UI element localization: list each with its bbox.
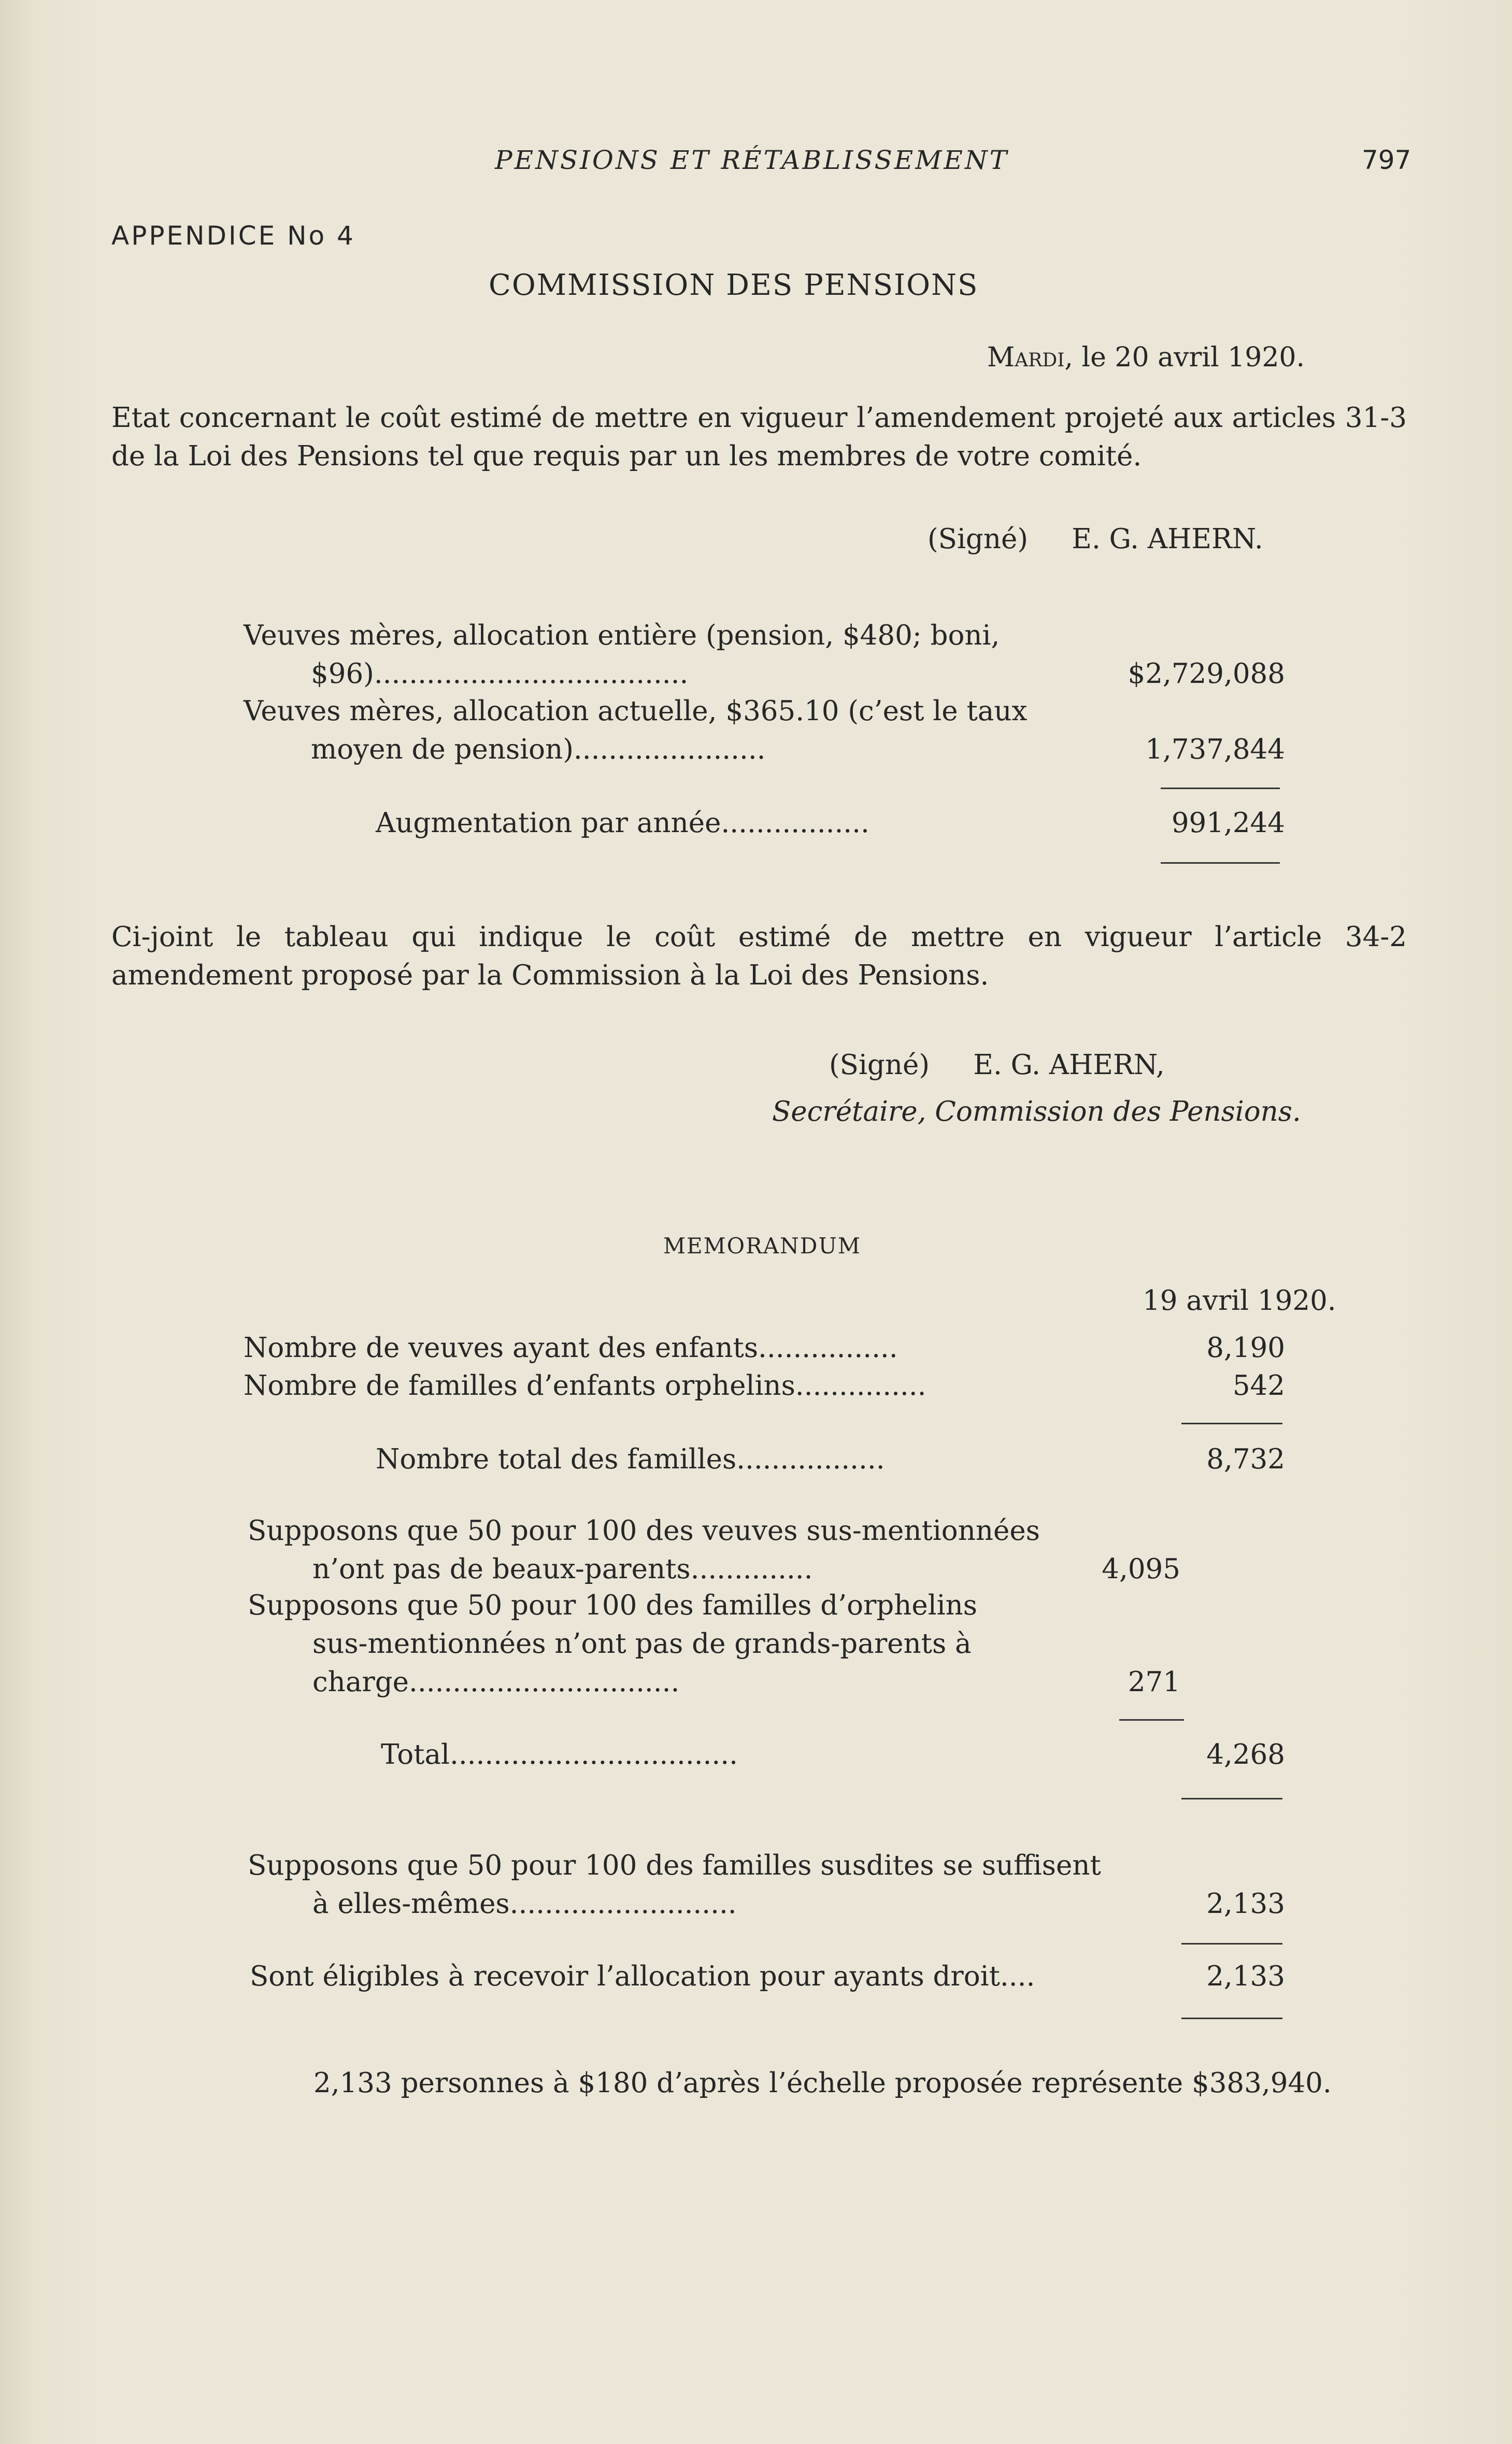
cost-total-label: Augmentation par année................. <box>376 807 869 839</box>
memorandum-heading: MEMORANDUM <box>663 1233 861 1259</box>
sum-rule <box>1181 1943 1282 1945</box>
memo-self-sufficient-line1: Supposons que 50 pour 100 des familles susdites se suffisent <box>248 1850 1101 1881</box>
sum-rule <box>1181 1423 1282 1424</box>
cost-row-label-2: moyen de pension)...................... <box>311 734 766 765</box>
memo-total-value: 4,268 <box>1206 1739 1285 1770</box>
date-rest: le 20 avril 1920. <box>1081 342 1305 373</box>
memo-orphans-label: Nombre de familles d’enfants orphelins............... <box>244 1370 926 1402</box>
cost-row-label-2: $96).................................... <box>311 658 689 690</box>
memo-eligible-row <box>250 1957 1285 1996</box>
document-title: COMMISSION DES PENSIONS <box>489 268 979 302</box>
memo-suppose-orphans-row <box>248 1587 1180 1702</box>
memo-self-sufficient-row <box>248 1847 1285 1923</box>
date-line <box>987 342 1305 373</box>
memo-suppose-orphans-value: 271 <box>1128 1666 1180 1698</box>
memo-suppose-widows-row <box>248 1512 1180 1589</box>
cost-total-value: 991,244 <box>1171 807 1285 839</box>
cost-row-value: 1,737,844 <box>1145 734 1285 765</box>
memo-widows-label: Nombre de veuves ayant des enfants................ <box>244 1332 898 1364</box>
cost-row-label-1: Veuves mères, allocation entière (pension, $480; boni, <box>244 620 1000 651</box>
signature-2-title: Secrétaire, Commission des Pensions. <box>772 1096 1301 1127</box>
signature-2: (Signé) E. G. AHERN, <box>829 1049 1165 1081</box>
date-day: Mardi, <box>987 342 1073 373</box>
total-rule <box>1181 2018 1282 2019</box>
intro-paragraph: Etat concernant le coût estimé de mettre en vigueur l’amendement projeté aux articles 31-3 de la Loi des Pensions tel que requis par un les membres de votre comité. <box>111 402 1407 472</box>
running-title: PENSIONS ET RÉTABLISSEMENT <box>495 145 1009 175</box>
memo-suppose-widows-line2: n’ont pas de beaux-parents.............. <box>312 1553 813 1585</box>
memo-orphans-value: 542 <box>1232 1370 1285 1402</box>
memo-suppose-orphans-line2: sus-mentionnées n’ont pas de grands-parents à <box>312 1628 972 1660</box>
total-rule <box>1161 862 1280 864</box>
memo-suppose-orphans-line1: Supposons que 50 pour 100 des familles d’orphelins <box>248 1590 977 1621</box>
cost-row-current-allowance <box>244 692 1285 769</box>
memo-widows-value: 8,190 <box>1206 1332 1285 1364</box>
memo-total-row <box>381 1736 1285 1774</box>
signature-1: (Signé) E. G. AHERN. <box>928 523 1263 555</box>
memo-families-total-value: 8,732 <box>1206 1443 1285 1475</box>
memo-conclusion: 2,133 personnes à $180 d’après l’échelle proposée représente $383,940. <box>313 2067 1332 2099</box>
cost-row-value: $2,729,088 <box>1128 658 1285 690</box>
memo-suppose-widows-value: 4,095 <box>1102 1553 1180 1585</box>
memo-suppose-widows-line1: Supposons que 50 pour 100 des veuves sus-mentionnées <box>248 1515 1040 1547</box>
page-number: 797 <box>1362 145 1411 175</box>
memorandum-date: 19 avril 1920. <box>1143 1285 1336 1317</box>
memo-suppose-orphans-line3: charge............................... <box>312 1666 680 1698</box>
memo-total-label: Total................................. <box>381 1739 738 1770</box>
memo-widows-row <box>244 1329 1285 1367</box>
cost-row-full-allowance <box>244 617 1285 693</box>
memo-eligible-value: 2,133 <box>1206 1961 1285 1992</box>
memo-self-sufficient-line2: à elles-mêmes.......................... <box>312 1888 737 1920</box>
memo-orphans-row <box>244 1367 1285 1405</box>
cost-row-label-1: Veuves mères, allocation actuelle, $365.10 (c’est le taux <box>244 695 1028 727</box>
memo-self-sufficient-value: 2,133 <box>1206 1888 1285 1920</box>
memo-eligible-label: Sont éligibles à recevoir l’allocation pour ayants droit.... <box>250 1961 1035 1992</box>
memo-families-total-label: Nombre total des familles................. <box>376 1443 885 1475</box>
total-rule <box>1181 1798 1282 1799</box>
cost-total-row <box>376 804 1285 842</box>
sum-rule <box>1161 788 1280 789</box>
sum-rule <box>1119 1719 1184 1721</box>
memo-families-total-row <box>376 1440 1285 1479</box>
appendix-label: APPENDICE No 4 <box>111 221 355 251</box>
second-paragraph: Ci-joint le tableau qui indique le coût estimé de mettre en vigueur l’article 34-2 amendement proposé par la Commission à la Loi des Pensions. <box>111 921 1407 991</box>
